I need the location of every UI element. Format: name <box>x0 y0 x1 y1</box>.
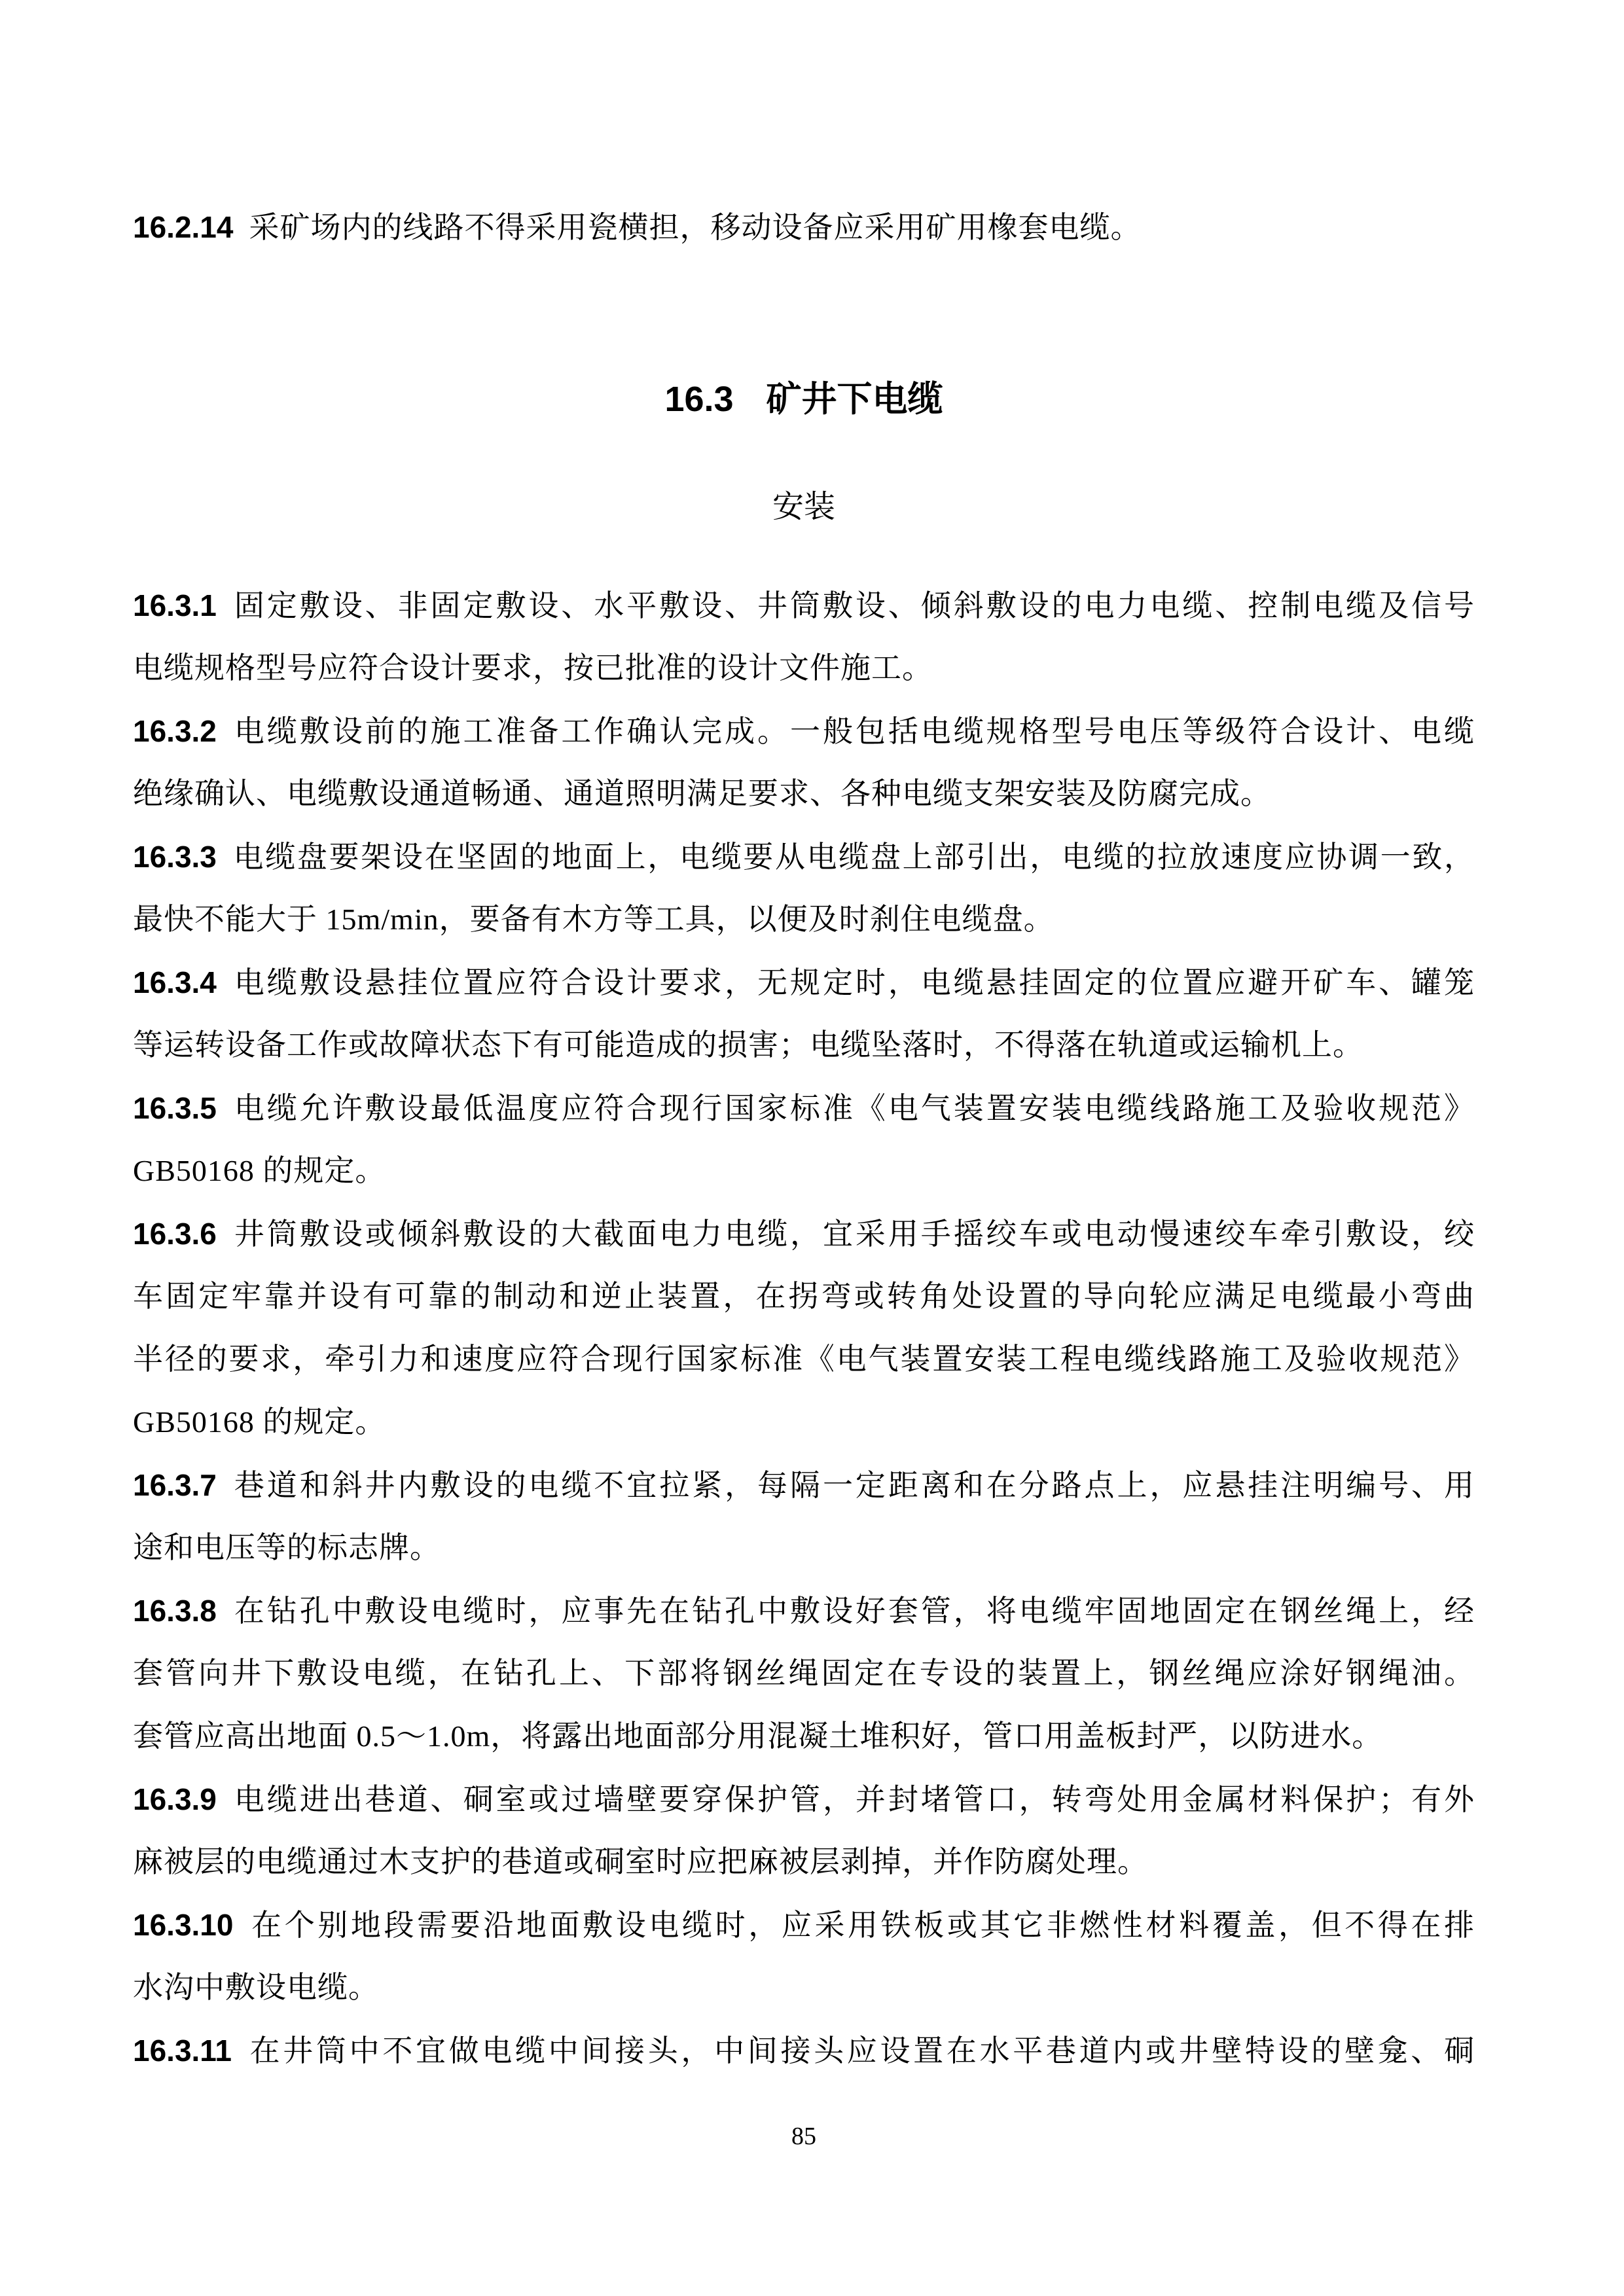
numbered-item <box>133 196 1475 259</box>
paragraph-text: GB50168 的规定。 <box>133 1154 386 1187</box>
paragraph-text: 电缆规格型号应符合设计要求，按已批准的设计文件施工。 <box>133 651 933 685</box>
paragraph-line <box>133 1202 1475 1265</box>
item-number: 16.3.5 <box>133 1091 217 1125</box>
item-number: 16.3.9 <box>133 1782 217 1816</box>
numbered-item <box>133 2019 1475 2082</box>
paragraph-line <box>133 1956 1475 2019</box>
paragraph-text: 固定敷设、非固定敷设、水平敷设、井筒敷设、倾斜敷设的电力电缆、控制电缆及信号 <box>232 589 1475 622</box>
item-number: 16.3.1 <box>133 588 217 622</box>
paragraph-text: 电缆盘要架设在坚固的地面上，电缆要从电缆盘上部引出，电缆的拉放速度应协调一致， <box>232 840 1475 874</box>
subsection-heading: 安装 <box>772 490 835 524</box>
item-number: 16.3.8 <box>133 1594 217 1628</box>
paragraph-text: 电缆进出巷道、硐室或过墙壁要穿保护管，并封堵管口，转弯处用金属材料保护；有外 <box>232 1783 1475 1816</box>
item-number: 16.2.14 <box>133 210 234 244</box>
paragraph-line <box>133 1831 1475 1893</box>
paragraph-line <box>133 951 1475 1014</box>
intro-paragraphs <box>133 196 1475 259</box>
item-number: 16.3.2 <box>133 714 217 748</box>
paragraph-text: 在钻孔中敷设电缆时，应事先在钻孔中敷设好套管，将电缆牢固地固定在钢丝绳上，经 <box>232 1594 1475 1628</box>
numbered-item <box>133 1768 1475 1893</box>
paragraph-text: 车固定牢靠并设有可靠的制动和逆止装置，在拐弯或转角处设置的导向轮应满足电缆最小弯曲 <box>133 1280 1475 1313</box>
body-paragraphs <box>133 574 1475 2082</box>
item-number: 16.3.11 <box>133 2034 232 2068</box>
numbered-item <box>133 700 1475 825</box>
paragraph-text: 水沟中敷设电缆。 <box>133 1971 379 2004</box>
paragraph-text: 在个别地段需要沿地面敷设电缆时，应采用铁板或其它非燃性材料覆盖，但不得在排 <box>249 1909 1475 1942</box>
paragraph-line <box>133 1014 1475 1077</box>
paragraph-line <box>133 1139 1475 1202</box>
paragraph-text: 麻被层的电缆通过木支护的巷道或硐室时应把麻被层剥掉，并作防腐处理。 <box>133 1845 1148 1878</box>
paragraph-line <box>133 700 1475 762</box>
paragraph-text: 绝缘确认、电缆敷设通道畅通、通道照明满足要求、各种电缆支架安装及防腐完成。 <box>133 777 1271 810</box>
numbered-item <box>133 825 1475 951</box>
section-number: 16.3 <box>664 380 734 419</box>
item-number: 16.3.10 <box>133 1908 234 1942</box>
numbered-item <box>133 1077 1475 1202</box>
paragraph-text: 电缆允许敷设最低温度应符合现行国家标准《电气装置安装电缆线路施工及验收规范》 <box>232 1092 1475 1125</box>
paragraph-line <box>133 1328 1475 1391</box>
paragraph-line <box>133 637 1475 700</box>
item-number: 16.3.7 <box>133 1468 217 1502</box>
paragraph-line <box>133 1516 1475 1579</box>
item-number: 16.3.3 <box>133 840 217 874</box>
paragraph-text: 最快不能大于 15m/min，要备有木方等工具，以便及时刹住电缆盘。 <box>133 903 1055 936</box>
paragraph-text: GB50168 的规定。 <box>133 1405 386 1439</box>
paragraph-line <box>133 825 1475 888</box>
paragraph-line <box>133 1391 1475 1454</box>
item-number: 16.3.6 <box>133 1217 217 1251</box>
paragraph-line <box>133 762 1475 825</box>
numbered-item <box>133 951 1475 1077</box>
numbered-item <box>133 1893 1475 2019</box>
paragraph-line <box>133 1579 1475 1642</box>
paragraph-text: 在井筒中不宜做电缆中间接头，中间接头应设置在水平巷道内或井壁特设的壁龛、硐 <box>247 2034 1475 2068</box>
numbered-item <box>133 1454 1475 1579</box>
paragraph-text: 套管应高出地面 0.5～1.0m，将露出地面部分用混凝土堆积好，管口用盖板封严，以防进水。 <box>133 1719 1383 1753</box>
paragraph-line <box>133 1077 1475 1139</box>
paragraph-text: 途和电压等的标志牌。 <box>133 1531 441 1564</box>
paragraph-line <box>133 1642 1475 1705</box>
paragraph-line <box>133 2019 1475 2082</box>
paragraph-line <box>133 1454 1475 1516</box>
numbered-item <box>133 1202 1475 1454</box>
paragraph-line <box>133 196 1475 259</box>
numbered-item <box>133 574 1475 700</box>
paragraph-line <box>133 1768 1475 1831</box>
section-heading <box>133 367 1475 432</box>
item-number: 16.3.4 <box>133 965 217 999</box>
paragraph-text: 采矿场内的线路不得采用瓷横担，移动设备应采用矿用橡套电缆。 <box>249 211 1142 244</box>
numbered-item <box>133 1579 1475 1768</box>
paragraph-line <box>133 888 1475 951</box>
paragraph-line <box>133 1705 1475 1768</box>
paragraph-line <box>133 1265 1475 1328</box>
paragraph-text: 半径的要求，牵引力和速度应符合现行国家标准《电气装置安装工程电缆线路施工及验收规范》 <box>133 1342 1475 1376</box>
paragraph-text: 井筒敷设或倾斜敷设的大截面电力电缆，宜采用手摇绞车或电动慢速绞车牵引敷设，绞 <box>232 1217 1475 1251</box>
section-title: 矿井下电缆 <box>766 380 943 419</box>
paragraph-text: 等运转设备工作或故障状态下有可能造成的损害；电缆坠落时，不得落在轨道或运输机上。 <box>133 1028 1363 1062</box>
paragraph-text: 巷道和斜井内敷设的电缆不宜拉紧，每隔一定距离和在分路点上，应悬挂注明编号、用 <box>232 1469 1475 1502</box>
paragraph-text: 电缆敷设前的施工准备工作确认完成。一般包括电缆规格型号电压等级符合设计、电缆 <box>232 715 1475 748</box>
paragraph-line <box>133 1893 1475 1956</box>
page-number: 85 <box>791 2123 816 2150</box>
paragraph-line <box>133 574 1475 637</box>
paragraph-text: 电缆敷设悬挂位置应符合设计要求，无规定时，电缆悬挂固定的位置应避开矿车、罐笼 <box>232 966 1475 999</box>
paragraph-text: 套管向井下敷设电缆，在钻孔上、下部将钢丝绳固定在专设的装置上，钢丝绳应涂好钢绳油。 <box>133 1657 1475 1690</box>
